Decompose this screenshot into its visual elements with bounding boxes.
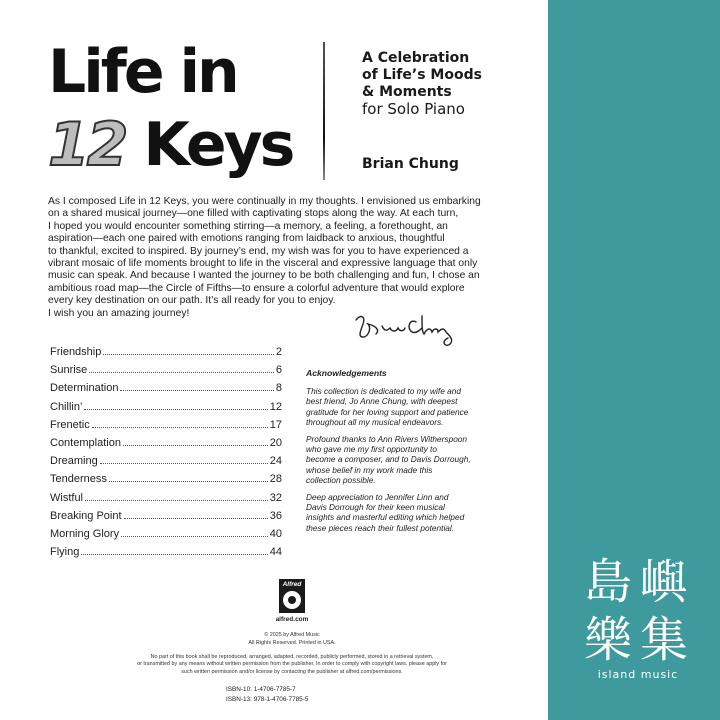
intro-line: vibrant mosaic of life moments brought to life in the visceral and expressive language that only [48, 258, 478, 270]
acknowledgements-heading: Acknowledgements [306, 368, 387, 378]
intro-line: As I composed Life in 12 Keys, you were continually in my thoughts. I envisioned us embarking [48, 196, 481, 207]
toc-leader [92, 427, 268, 428]
intro-line: aspiration—each one paired with emotions ranging from laidback to anxious, thoughtful [48, 233, 445, 245]
legal-notice [60, 632, 524, 677]
subtitle-line: of Life’s Moods [362, 67, 482, 83]
brand-char: 島 [583, 554, 632, 610]
toc-page: 24 [269, 455, 282, 468]
author-signature [350, 306, 460, 348]
acknowledgement-line: become a composer, and to Davis Dorrough, [306, 454, 471, 465]
copyright-line: © 2025 by Alfred Music [264, 632, 320, 638]
acknowledgement-line: these pieces reach their fullest potential. [306, 522, 455, 533]
acknowledgement-line: throughout all my musical endeavors. [306, 416, 444, 427]
toc-leader [103, 354, 274, 355]
toc-page: 12 [269, 400, 282, 413]
acknowledgement-line: Profound thanks to Ann Rivers Witherspoon [306, 434, 468, 445]
brand-characters [580, 556, 706, 666]
intro-line: I hoped you would encounter something stirring—a memory, a feeling, a forethought, an [48, 220, 448, 232]
brand-char: 集 [639, 612, 688, 668]
logo-text: Alfred [282, 581, 302, 588]
isbn-13: ISBN-13: 978-1-4706-7785-5 [226, 696, 309, 703]
acknowledgement-line: gratitude for her loving support and patience [306, 406, 469, 417]
acknowledgement-line: Deep appreciation to Jennifer Linn and [306, 492, 449, 503]
toc-title: Chillin’ [50, 400, 83, 413]
acknowledgement-line: This collection is dedicated to my wife and [306, 386, 461, 397]
subtitle-line: & Moments [362, 84, 452, 100]
author-name: Brian Chung [362, 156, 459, 172]
legal-line: No part of this book shall be reproduced, arranged, adapted, recorded, publicly performed, stored in a retrieval system, [150, 653, 434, 660]
toc-row [50, 546, 282, 564]
brand-char: 樂 [583, 612, 632, 668]
acknowledgement-paragraph [306, 386, 502, 427]
acknowledgements [306, 368, 502, 540]
toc-row [50, 346, 282, 364]
toc-title: Wistful [50, 491, 83, 504]
toc-title: Morning Glory [50, 527, 120, 540]
title-line-1: Life in [48, 37, 237, 107]
toc-leader [89, 372, 274, 373]
toc-page: 2 [275, 346, 282, 358]
acknowledgement-line: whose belief in my work made this [306, 464, 433, 475]
intro-line: I wish you an amazing journey! [48, 307, 190, 319]
alfred-logo [279, 579, 305, 613]
toc-row [50, 510, 282, 528]
intro-line: music can speak. And because I wanted the journey to be both challenging and fun, I chose an [48, 270, 480, 282]
toc-title: Sunrise [50, 364, 88, 377]
toc-leader [81, 554, 267, 555]
table-of-contents [50, 346, 282, 564]
intro-line: on a shared musical journey—one filled with captivating stops along the way. At each turn, [48, 208, 459, 220]
toc-row [50, 455, 282, 473]
toc-page: 36 [269, 509, 282, 522]
acknowledgement-line: best friend, Jo Anne Chung, with deepest [306, 396, 458, 407]
toc-leader [100, 463, 268, 464]
toc-title: Breaking Point [50, 509, 122, 522]
toc-row [50, 382, 282, 400]
acknowledgement-paragraph [306, 492, 502, 533]
title-number: 12 [48, 110, 126, 180]
acknowledgement-line: collection possible. [306, 474, 376, 485]
toc-row [50, 437, 282, 455]
toc-row [50, 528, 282, 546]
toc-title: Dreaming [50, 455, 98, 468]
toc-leader [84, 409, 267, 410]
logo-mark-icon [283, 591, 301, 609]
toc-leader [109, 481, 268, 482]
brand-char: 嶼 [639, 554, 688, 610]
toc-page: 20 [269, 436, 282, 449]
toc-page: 28 [269, 473, 282, 486]
toc-leader [124, 518, 268, 519]
subtitle-line: A Celebration [362, 50, 470, 66]
subtitle-tail: for Solo Piano [362, 100, 465, 118]
acknowledgement-line: insights and masterful editing which helped [306, 512, 465, 523]
legal-line: such written permission and/or license by contacting the publisher at alfred.com/permissions. [181, 669, 403, 676]
toc-row [50, 419, 282, 437]
acknowledgement-line: who gave me my first opportunity to [306, 444, 437, 455]
toc-page: 32 [269, 491, 282, 504]
acknowledgement-line: Davis Dorrough for their keen musical [306, 502, 445, 513]
isbn-block [226, 685, 346, 705]
toc-title: Flying [50, 546, 80, 559]
title-line-2 [48, 110, 292, 180]
toc-page: 40 [269, 527, 282, 540]
toc-leader [85, 500, 268, 501]
intro-line: every key destination on our path. It’s all ready for you to enjoy. [48, 295, 336, 307]
intro-paragraph [48, 196, 520, 320]
toc-title: Frenetic [50, 418, 90, 431]
toc-page: 6 [275, 364, 282, 377]
intro-line: to thankful, excited to inspired. By journey’s end, my wish was for you to have experienced a [48, 245, 469, 257]
intro-line: ambitious road map—the Circle of Fifths—to ensure a colorful adventure that would explore [48, 282, 465, 294]
toc-row [50, 401, 282, 419]
toc-page: 17 [269, 418, 282, 431]
legal-line: or transmitted by any means without written permission from the publisher. In order to comply with copyright laws, please apply for [137, 661, 447, 668]
toc-title: Tenderness [50, 473, 107, 486]
toc-title: Friendship [50, 346, 102, 358]
toc-page: 44 [269, 546, 282, 559]
toc-row [50, 473, 282, 491]
toc-leader [123, 445, 268, 446]
brand-tagline: island music [597, 668, 679, 681]
toc-row [50, 364, 282, 382]
toc-leader [121, 536, 268, 537]
toc-leader [120, 390, 273, 391]
toc-title: Contemplation [50, 436, 121, 449]
isbn-10: ISBN-10: 1-4706-7785-7 [226, 686, 296, 693]
toc-title: Determination [50, 382, 119, 395]
island-music-logo [580, 556, 706, 681]
title-divider [323, 42, 325, 180]
publisher-url: alfred.com [275, 616, 309, 623]
copyright-line: All Rights Reserved. Printed in USA. [248, 639, 336, 646]
title-word: Keys [143, 110, 293, 180]
toc-page: 8 [275, 382, 282, 395]
acknowledgement-paragraph [306, 434, 502, 485]
subtitle [362, 50, 542, 118]
toc-row [50, 492, 282, 510]
